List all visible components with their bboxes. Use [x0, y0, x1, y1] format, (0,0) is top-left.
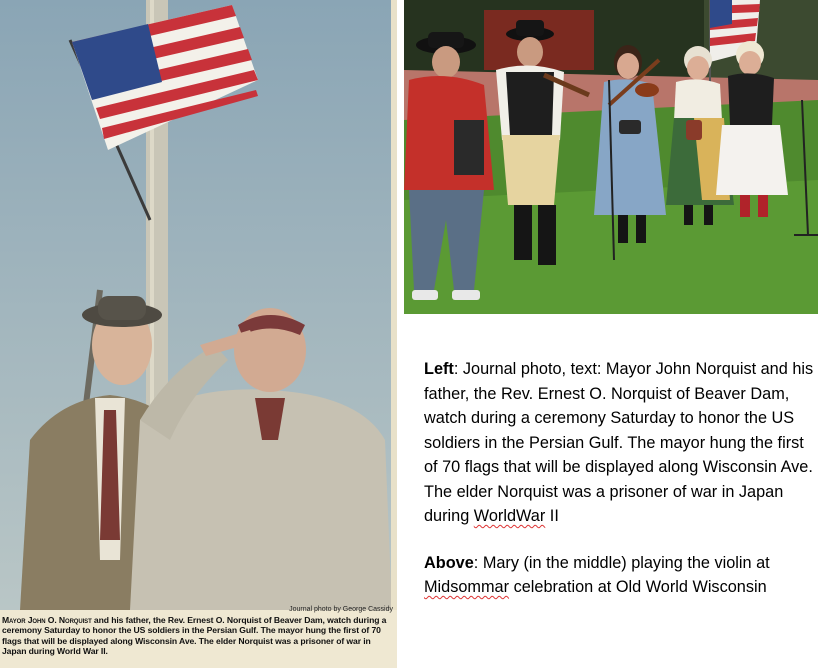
- above-note-spellcheck-word: Midsommar: [424, 578, 510, 596]
- left-note-spellcheck-word: WorldWar: [473, 507, 546, 525]
- newspaper-caption: [2, 615, 392, 657]
- left-label: Left: [424, 360, 454, 378]
- above-photo-note: [424, 551, 816, 600]
- caption-lead: Mayor John O. Norquist: [2, 615, 92, 625]
- newspaper-photo: [0, 0, 397, 610]
- above-note-text: : Mary (in the middle) playing the violin at: [473, 553, 770, 572]
- newspaper-clipping: [0, 0, 397, 668]
- above-note-end: celebration at Old World Wisconsin: [509, 578, 767, 596]
- above-label: Above: [424, 553, 474, 572]
- left-note-text: : Journal photo, text: Mayor John Norquist and his father, the Rev. Ernest O. Norquist of Beaver Dam, watch during a ceremony Saturday to honor the US soldiers in the Persian Gulf. The mayor hung the first of 70 flags that will be displayed along Wisconsin Ave. The elder Norquist was a prisoner of war in Japan during: [424, 360, 814, 525]
- left-note-end: II: [545, 507, 559, 525]
- caption-body: and his father, the Rev. Ernest O. Norquist of Beaver Dam, watch during a ceremony Saturday to honor the US soldiers in the Persian Gulf. The mayor hung the first of 70 flags that will be displayed along Wisconsin Ave. The elder Norquist was a prisoner of war in Japan during World War II.: [2, 615, 387, 657]
- photo-credit: Journal photo by George Cassidy: [289, 606, 393, 613]
- photo-notes: [424, 357, 816, 600]
- left-photo-note: [424, 357, 816, 529]
- festival-photo: [404, 0, 818, 314]
